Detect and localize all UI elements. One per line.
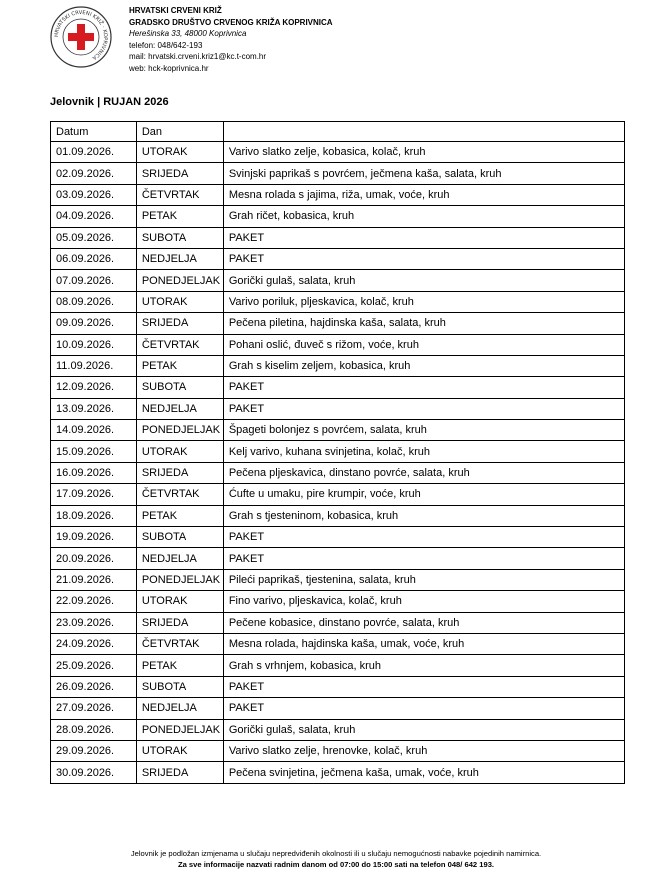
cell-date: 20.09.2026. (51, 548, 137, 569)
table-row (51, 184, 625, 205)
cell-date: 15.09.2026. (51, 441, 137, 462)
cell-date: 06.09.2026. (51, 248, 137, 269)
org-address: Herešinska 33, 48000 Koprivnica (129, 29, 247, 39)
cell-date: 25.09.2026. (51, 655, 137, 676)
cell-day: PONEDJELJAK (136, 569, 223, 590)
table-row (51, 676, 625, 697)
cell-day: UTORAK (136, 740, 223, 761)
cell-day: PONEDJELJAK (136, 420, 223, 441)
cell-day: NEDJELJA (136, 248, 223, 269)
cell-date: 04.09.2026. (51, 206, 137, 227)
cell-day: PONEDJELJAK (136, 719, 223, 740)
cell-day: NEDJELJA (136, 398, 223, 419)
table-row (51, 655, 625, 676)
table-row (51, 270, 625, 291)
table-row (51, 484, 625, 505)
cell-meal: Varivo slatko zelje, hrenovke, kolač, kruh (223, 740, 624, 761)
table-row (51, 569, 625, 590)
cell-day: ČETVRTAK (136, 184, 223, 205)
cell-day: NEDJELJA (136, 548, 223, 569)
cell-day: SRIJEDA (136, 762, 223, 783)
footer-disclaimer: Jelovnik je podložan izmjenama u slučaju nepredviđenih okolnosti ili u slučaju nemogućnosti nabavke pojedinih namirnica. (130, 849, 542, 858)
cell-date: 18.09.2026. (51, 505, 137, 526)
cell-meal: Pečena svinjetina, ječmena kaša, umak, voće, kruh (223, 762, 624, 783)
cell-date: 19.09.2026. (51, 527, 137, 548)
cell-meal: Pohani oslić, đuveč s rižom, voće, kruh (223, 334, 624, 355)
cell-day: SUBOTA (136, 527, 223, 548)
cell-date: 07.09.2026. (51, 270, 137, 291)
cell-meal: PAKET (223, 248, 624, 269)
org-mail: mail: hrvatski.crveni.kriz1@kc.t-com.hr (129, 52, 267, 62)
cell-date: 10.09.2026. (51, 334, 137, 355)
cell-meal: Varivo poriluk, pljeskavica, kolač, kruh (223, 291, 624, 312)
cell-meal: Pečene kobasice, dinstano povrće, salata, kruh (223, 612, 624, 633)
cell-date: 02.09.2026. (51, 163, 137, 184)
table-row (51, 698, 625, 719)
table-row (51, 420, 625, 441)
table-row (51, 462, 625, 483)
table-row (51, 291, 625, 312)
cell-day: PONEDJELJAK (136, 270, 223, 291)
cell-day: SUBOTA (136, 227, 223, 248)
table-row (51, 505, 625, 526)
cell-day: PETAK (136, 505, 223, 526)
cell-date: 13.09.2026. (51, 398, 137, 419)
table-row (51, 762, 625, 783)
table-row (51, 591, 625, 612)
cell-meal: Gorički gulaš, salata, kruh (223, 270, 624, 291)
cell-day: UTORAK (136, 591, 223, 612)
cell-date: 23.09.2026. (51, 612, 137, 633)
cell-date: 01.09.2026. (51, 142, 137, 163)
cell-meal: Mesna rolada, hajdinska kaša, umak, voće, kruh (223, 633, 624, 654)
org-name: HRVATSKI CRVENI KRIŽ (129, 6, 222, 15)
table-row (51, 719, 625, 740)
cell-date: 30.09.2026. (51, 762, 137, 783)
cell-day: SRIJEDA (136, 163, 223, 184)
cell-meal: PAKET (223, 377, 624, 398)
table-row (51, 398, 625, 419)
table-row (51, 355, 625, 376)
cell-date: 24.09.2026. (51, 633, 137, 654)
cell-date: 12.09.2026. (51, 377, 137, 398)
cell-day: ČETVRTAK (136, 334, 223, 355)
org-web: web: hck-koprivnica.hr (129, 63, 209, 73)
header-date: Datum (51, 122, 137, 142)
organization-info (129, 5, 333, 75)
cell-meal: Grah ričet, kobasica, kruh (223, 206, 624, 227)
cell-meal: Pečena piletina, hajdinska kaša, salata, kruh (223, 313, 624, 334)
cell-meal: PAKET (223, 676, 624, 697)
svg-text:HRVATSKI CRVENI KRIŽ · KOPRIVN: HRVATSKI CRVENI KRIŽ · KOPRIVNICA (53, 9, 109, 61)
cell-day: UTORAK (136, 291, 223, 312)
cell-day: SUBOTA (136, 676, 223, 697)
cell-date: 11.09.2026. (51, 355, 137, 376)
cell-day: UTORAK (136, 142, 223, 163)
table-row (51, 527, 625, 548)
cell-date: 14.09.2026. (51, 420, 137, 441)
cell-day: PETAK (136, 655, 223, 676)
cell-date: 26.09.2026. (51, 676, 137, 697)
table-row (51, 633, 625, 654)
cell-date: 09.09.2026. (51, 313, 137, 334)
cell-date: 21.09.2026. (51, 569, 137, 590)
cell-day: PETAK (136, 355, 223, 376)
menu-table (50, 121, 625, 784)
table-row (51, 740, 625, 761)
cell-meal: Pileći paprikaš, tjestenina, salata, kruh (223, 569, 624, 590)
table-row (51, 377, 625, 398)
table-row (51, 441, 625, 462)
cell-meal: PAKET (223, 227, 624, 248)
cell-date: 17.09.2026. (51, 484, 137, 505)
header-day: Dan (136, 122, 223, 142)
header-meal (223, 122, 624, 142)
cell-meal: Grah s tjesteninom, kobasica, kruh (223, 505, 624, 526)
cell-date: 27.09.2026. (51, 698, 137, 719)
document-title: Jelovnik | RUJAN 2026 (50, 96, 169, 108)
org-branch: GRADSKO DRUŠTVO CRVENOG KRIŽA KOPRIVNICA (129, 17, 333, 27)
org-phone: telefon: 048/642-193 (129, 40, 203, 50)
cell-day: SUBOTA (136, 377, 223, 398)
cell-meal: Kelj varivo, kuhana svinjetina, kolač, kruh (223, 441, 624, 462)
cell-date: 16.09.2026. (51, 462, 137, 483)
table-row (51, 313, 625, 334)
cell-date: 28.09.2026. (51, 719, 137, 740)
table-row (51, 142, 625, 163)
cell-date: 08.09.2026. (51, 291, 137, 312)
cell-meal: Ćufte u umaku, pire krumpir, voće, kruh (223, 484, 624, 505)
table-row (51, 227, 625, 248)
table-row (51, 612, 625, 633)
cell-date: 03.09.2026. (51, 184, 137, 205)
table-row (51, 334, 625, 355)
cell-day: ČETVRTAK (136, 633, 223, 654)
cell-day: SRIJEDA (136, 612, 223, 633)
table-row (51, 206, 625, 227)
table-row (51, 163, 625, 184)
cell-meal: Grah s vrhnjem, kobasica, kruh (223, 655, 624, 676)
cell-day: ČETVRTAK (136, 484, 223, 505)
cell-meal: Grah s kiselim zeljem, kobasica, kruh (223, 355, 624, 376)
cell-meal: PAKET (223, 527, 624, 548)
cell-day: SRIJEDA (136, 313, 223, 334)
cell-meal: Gorički gulaš, salata, kruh (223, 719, 624, 740)
cell-meal: PAKET (223, 698, 624, 719)
cell-meal: Špageti bolonjez s povrćem, salata, kruh (223, 420, 624, 441)
cell-day: PETAK (136, 206, 223, 227)
cell-date: 22.09.2026. (51, 591, 137, 612)
footer-contact: Za sve informacije nazvati radnim danom od 07:00 do 15:00 sati na telefon 048/ 642 193. (177, 860, 495, 869)
cell-meal: Svinjski paprikaš s povrćem, ječmena kaša, salata, kruh (223, 163, 624, 184)
footer-note (0, 848, 672, 870)
table-row (51, 548, 625, 569)
cell-date: 05.09.2026. (51, 227, 137, 248)
cell-date: 29.09.2026. (51, 740, 137, 761)
table-header-row (51, 122, 625, 142)
cell-meal: Varivo slatko zelje, kobasica, kolač, kruh (223, 142, 624, 163)
red-cross-logo (49, 5, 113, 69)
cell-meal: PAKET (223, 548, 624, 569)
cell-meal: Pečena pljeskavica, dinstano povrće, salata, kruh (223, 462, 624, 483)
cell-day: NEDJELJA (136, 698, 223, 719)
table-row (51, 248, 625, 269)
cell-meal: Mesna rolada s jajima, riža, umak, voće, kruh (223, 184, 624, 205)
cell-day: UTORAK (136, 441, 223, 462)
cell-meal: PAKET (223, 398, 624, 419)
cell-day: SRIJEDA (136, 462, 223, 483)
cell-meal: Fino varivo, pljeskavica, kolač, kruh (223, 591, 624, 612)
